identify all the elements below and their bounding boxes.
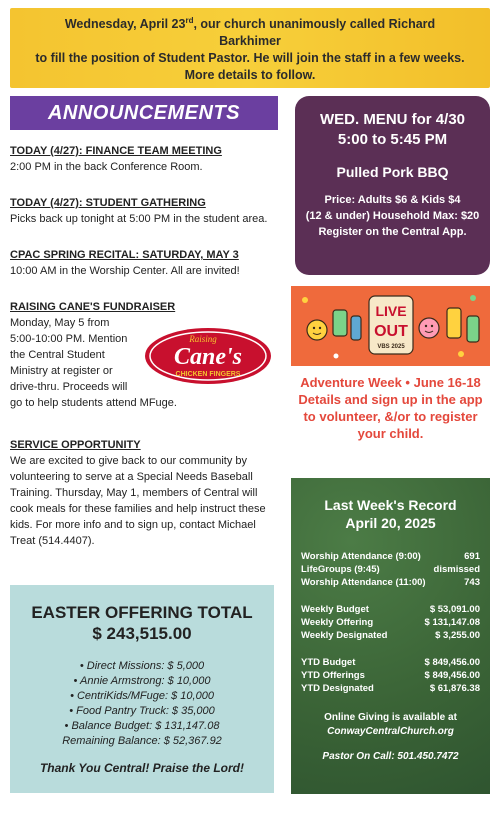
record-value: dismissed [433, 564, 480, 575]
record-value: $ 849,456.00 [424, 657, 480, 668]
record-row [301, 563, 480, 576]
vbs-text-line: Adventure Week • June 16-18 [300, 375, 481, 390]
easter-offering-box [10, 585, 274, 793]
announcement-body: 2:00 PM in the back Conference Room. [10, 161, 203, 173]
announcement-body-line: cook meals for these families and help instruct these [10, 503, 266, 515]
banner-line2: to fill the position of Student Pastor. He will join the staff in a few weeks. [35, 51, 465, 66]
vbs-logo-line2: OUT [374, 323, 408, 340]
record-row [301, 616, 480, 629]
record-label: Worship Attendance (9:00) [301, 551, 421, 562]
menu-dish: Pulled Pork BBQ [336, 164, 449, 180]
announcement-banner [10, 8, 490, 88]
pastor-on-call: Pastor On Call: 501.450.7472 [322, 751, 459, 762]
raising-canes-logo [143, 326, 273, 386]
announcement-title: RAISING CANE'S FUNDRAISER [10, 301, 176, 313]
announcement-body-line: drive-thru. Proceeds will [10, 381, 128, 393]
announcement-title: CPAC SPRING RECITAL: SATURDAY, MAY 3 [10, 249, 239, 261]
menu-title: WED. MENU for 4/30 [319, 111, 466, 128]
banner-line1-pre: Wednesday, April 23 [64, 17, 186, 32]
menu-price-line: (12 & under) Household Max: $20 [305, 210, 480, 222]
announcement-title: TODAY (4/27): FINANCE TEAM MEETING [10, 145, 222, 157]
easter-breakdown-list [10, 659, 274, 749]
record-label: Worship Attendance (11:00) [301, 577, 426, 588]
record-row [301, 603, 480, 616]
record-value: $ 53,091.00 [429, 604, 480, 615]
banner-text [34, 12, 466, 84]
announcement-finance [10, 143, 280, 175]
announcement-body-line: kids. For more info and to sign up, contact Michael [10, 519, 256, 531]
easter-item: • Direct Missions: $ 5,000 [79, 660, 205, 672]
record-title [301, 496, 480, 532]
vbs-logo-sub: VBS 2025 [377, 344, 405, 350]
record-title-line1: Last Week's Record [324, 497, 457, 513]
menu-register-line: Register on the Central App. [318, 226, 467, 238]
wednesday-menu-box [295, 96, 490, 275]
canes-logo-bottom-text: CHICKEN FINGERS [175, 371, 241, 378]
record-label: LifeGroups (9:45) [301, 564, 380, 575]
announcement-body-line: Ministry at register or [10, 365, 113, 377]
announcement-body-line: Treat (514.4407). [10, 535, 95, 547]
announcement-student-gathering [10, 195, 280, 227]
announcement-service-opportunity [10, 437, 280, 549]
vbs-logo-line1: LIVE [375, 303, 407, 319]
record-label: Weekly Offering [301, 617, 374, 628]
menu-price-block [295, 192, 490, 240]
online-giving-url[interactable]: ConwayCentralChurch.org [327, 726, 454, 737]
easter-thanks: Thank You Central! Praise the Lord! [39, 761, 245, 775]
vbs-text-line: Details and sign up in the app [298, 392, 483, 407]
announcement-body-line: We are excited to give back to our community by [10, 455, 248, 467]
record-value: $ 131,147.08 [424, 617, 480, 628]
record-row [301, 550, 480, 563]
banner-line3: More details to follow. [184, 68, 316, 83]
vbs-illustration [291, 286, 490, 366]
easter-total: $ 243,515.00 [92, 624, 192, 643]
record-value: 743 [464, 577, 480, 588]
easter-item: • Balance Budget: $ 131,147.08 [64, 720, 220, 732]
record-label: YTD Designated [301, 683, 374, 694]
online-giving [301, 711, 480, 739]
record-row [301, 682, 480, 695]
announcement-cpac-recital [10, 247, 280, 279]
record-value: $ 3,255.00 [435, 630, 480, 641]
record-row [301, 629, 480, 642]
announcements-header [10, 96, 278, 130]
menu-price-line: Price: Adults $6 & Kids $4 [324, 194, 461, 206]
record-label: YTD Budget [301, 657, 356, 668]
record-row [301, 669, 480, 682]
vbs-text-line: to volunteer, &/or to register [303, 409, 478, 424]
easter-item: • Annie Armstrong: $ 10,000 [73, 675, 211, 687]
banner-line1-sup: rd [185, 15, 194, 25]
vbs-banner [291, 286, 490, 366]
record-row [301, 656, 480, 669]
canes-logo-main-text: Cane's [173, 344, 243, 370]
record-value: 691 [464, 551, 480, 562]
record-value: $ 849,456.00 [424, 670, 480, 681]
record-label: Weekly Budget [301, 604, 369, 615]
announcement-body-line: the Central Student [10, 349, 105, 361]
announcement-title: TODAY (4/27): STUDENT GATHERING [10, 197, 206, 209]
easter-item: • Food Pantry Truck: $ 35,000 [69, 705, 215, 717]
record-label: Weekly Designated [301, 630, 388, 641]
announcement-body-line: go to help students attend MFuge. [10, 397, 177, 409]
vbs-details [291, 374, 490, 442]
easter-title: EASTER OFFERING TOTAL [31, 603, 253, 622]
vbs-text-line: your child. [357, 426, 424, 441]
record-title-line2: April 20, 2025 [345, 515, 436, 531]
weekly-record-box [291, 478, 490, 794]
easter-item: • CentriKids/MFuge: $ 10,000 [70, 690, 214, 702]
announcement-body: Picks back up tonight at 5:00 PM in the student area. [10, 213, 268, 225]
announcement-body-line: Training. Thursday, May 1, members of Central will [10, 487, 258, 499]
record-row [301, 576, 480, 589]
record-rows [301, 550, 480, 695]
announcement-body-line: 5:00-10:00 PM. Mention [10, 333, 128, 345]
canes-logo-top-text: Raising [189, 334, 217, 344]
announcement-body: 10:00 AM in the Worship Center. All are invited! [10, 265, 240, 277]
announcement-title: SERVICE OPPORTUNITY [10, 439, 141, 451]
announcement-body-line: Monday, May 5 from [10, 317, 110, 329]
record-label: YTD Offerings [301, 670, 365, 681]
record-value: $ 61,876.38 [429, 683, 480, 694]
banner-line1-post: , our church unanimously called Richard Barkhimer [193, 17, 436, 49]
menu-time: 5:00 to 5:45 PM [337, 131, 448, 148]
online-giving-text: Online Giving is available at [324, 712, 457, 723]
announcements-heading: ANNOUNCEMENTS [47, 101, 241, 124]
announcement-body-line: volunteering to serve at a Special Needs Baseball [10, 471, 253, 483]
easter-item: Remaining Balance: $ 52,367.92 [62, 735, 222, 747]
